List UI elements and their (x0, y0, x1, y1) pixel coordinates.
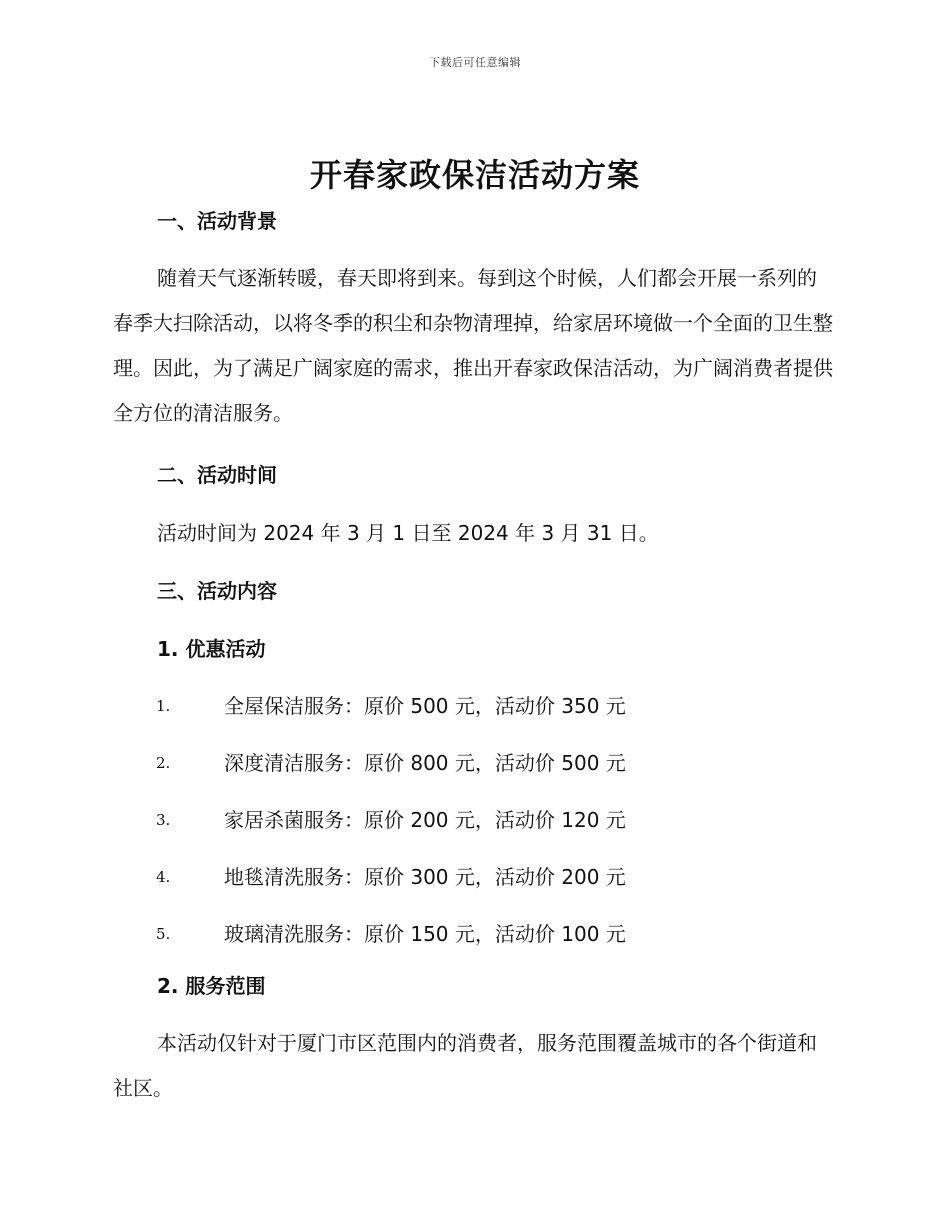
list-item (113, 849, 833, 906)
document-title: 开春家政保洁活动方案 (309, 156, 640, 194)
section-heading-background: 一、活动背景 (157, 209, 277, 233)
list-item-text: 全屋保洁服务：原价 500 元，活动价 350 元 (224, 694, 626, 718)
list-item-text: 玻璃清洗服务：原价 150 元，活动价 100 元 (224, 922, 626, 946)
header-note: 下载后可任意编辑 (429, 56, 521, 69)
background-paragraph: 随着天气逐渐转暖，春天即将到来。每到这个时候，人们都会开展一系列的春季大扫除活动，以将冬季的积尘和杂物清理掉，给家居环境做一个全面的卫生整理。因此，为了满足广阔家庭的需求，推出开春家政保洁活动，为广阔消费者提供全方位的清洁服务。 (113, 266, 833, 425)
list-item-number: 5. (156, 925, 171, 943)
list-item-number: 4. (156, 868, 171, 886)
subheading-discount: 1. 优惠活动 (157, 637, 266, 661)
document-body (113, 202, 833, 1111)
list-item-text: 深度清洁服务：原价 800 元，活动价 500 元 (224, 751, 626, 775)
discount-list (113, 678, 833, 963)
section-heading-time: 二、活动时间 (157, 463, 277, 487)
list-item-number: 2. (156, 754, 171, 772)
list-item (113, 906, 833, 963)
subheading-scope: 2. 服务范围 (157, 974, 266, 998)
list-item-text: 地毯清洗服务：原价 300 元，活动价 200 元 (224, 865, 626, 889)
list-item-number: 1. (156, 697, 171, 715)
list-item-number: 3. (156, 811, 171, 829)
time-text: 活动时间为 2024 年 3 月 1 日至 2024 年 3 月 31 日。 (157, 521, 659, 545)
list-item (113, 735, 833, 792)
scope-paragraph: 本活动仅针对于厦门市区范围内的消费者，服务范围覆盖城市的各个街道和社区。 (113, 1031, 817, 1100)
list-item (113, 678, 833, 735)
list-item (113, 792, 833, 849)
section-heading-content: 三、活动内容 (157, 579, 277, 603)
list-item-text: 家居杀菌服务：原价 200 元，活动价 120 元 (224, 808, 626, 832)
